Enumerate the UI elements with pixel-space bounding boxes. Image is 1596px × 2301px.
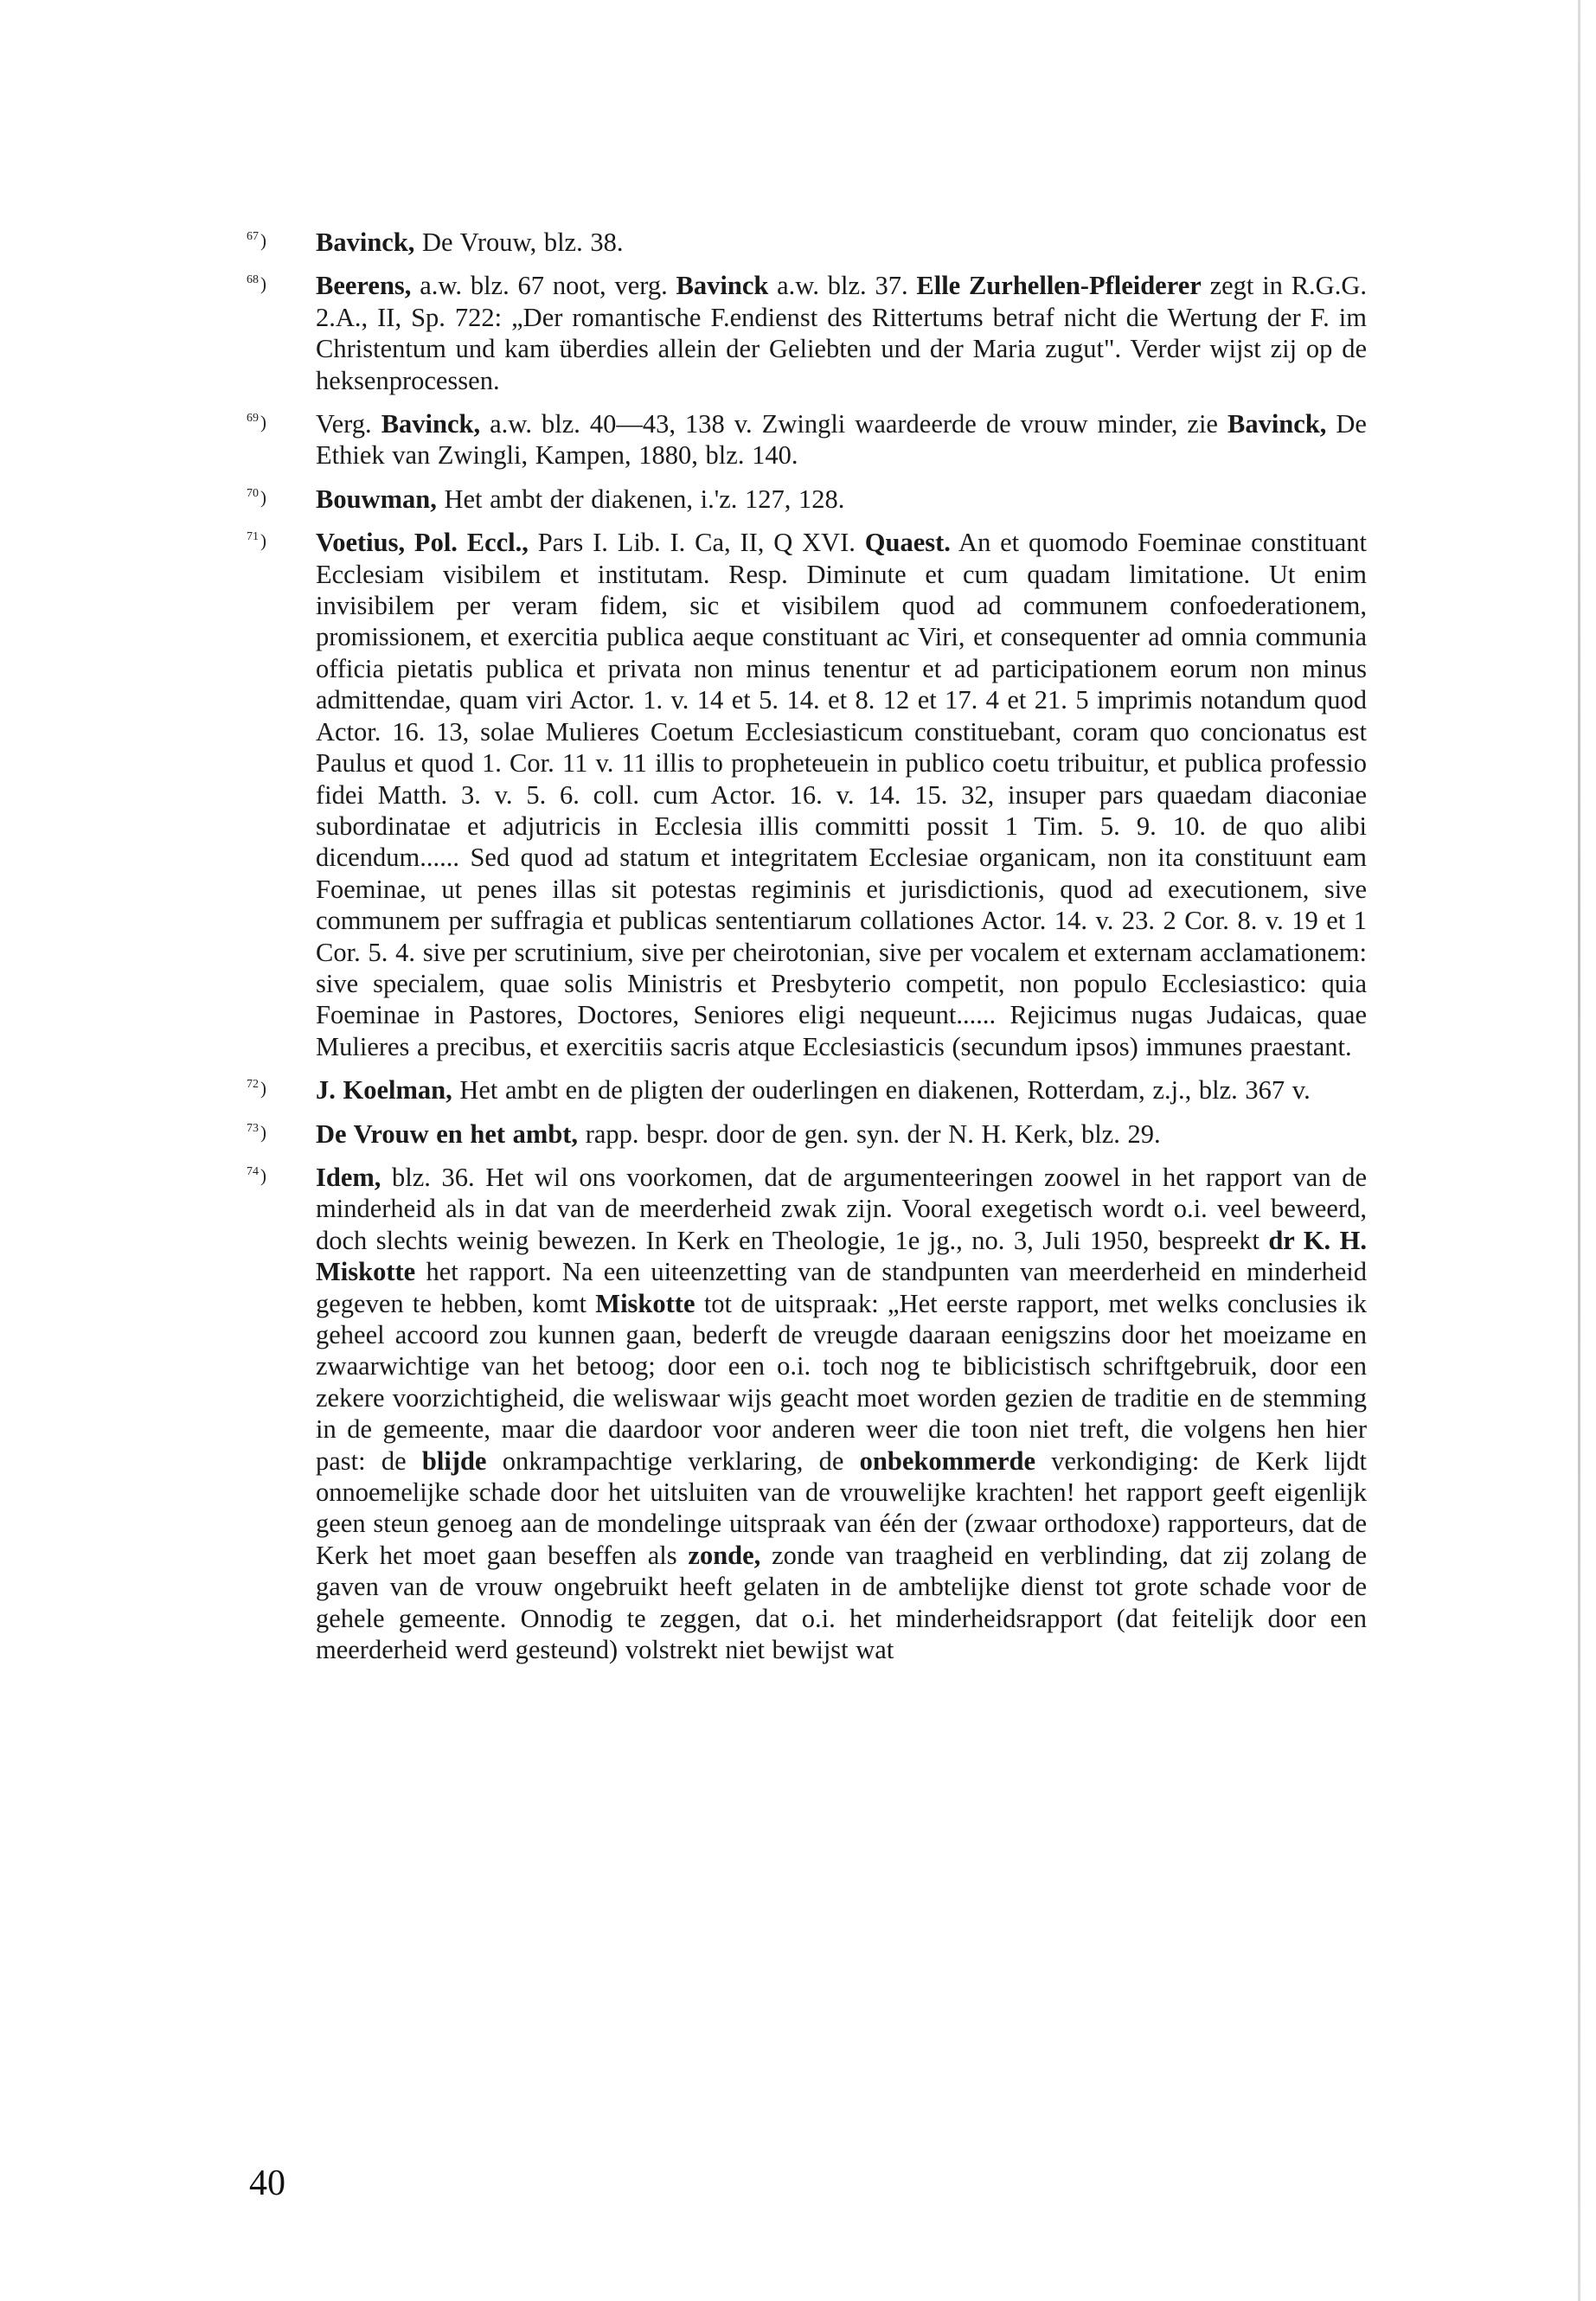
footnote-text-run: a.w. blz. 67 noot, verg. <box>411 271 676 301</box>
footnote-text-run: An et quomodo Foeminae constituant Ecclesiam visibilem et institutam. Resp. Diminute et cum quadam limitatione. Ut enim invisibilem per veram fidem, sic et visibilem quod ad communem confoederationem, promissionem, et exercitia publica aeque constituant ac Viri, et consequenter ad omnia communia officia pietatis publica et privata non minus tenentur et ad participationem eorum non minus admittendae, quam viri Actor. 1. v. 14 et 5. 14. et 8. 12 et 17. 4 et 21. 5 imprimis notandum quod Actor. 16. 13, solae Mulieres Coetum Ecclesiasticum constituebant, coram quo concionatus est Paulus et quod 1. Cor. 11 v. 11 illis to propheteuein in publico coetu tribuitur, et publica professio fidei Matth. 3. v. 5. 6. coll. cum Actor. 16. v. 14. 15. 32, insuper pars quaedam diaconiae subordinatae et adjutricis in Ecclesia illis committi possit 1 Tim. 5. 9. 10. de quo alibi dicendum...... Sed quod ad statum et integritatem Ecclesiae organicam, non ita constituunt eam Foeminae, ut penes illas sit potestas regiminis et jurisdictionis, quod ad executionem, sive communem per suffragia et publicas sententiarum collationes Actor. 14. v. 23. 2 Cor. 8. v. 19 et 1 Cor. 5. 4. sive per scrutinium, sive per cheirotonian, sive per vocalem et externam acclamationem: sive specialem, quae solis Ministris et Presbyterio competit, non populo Ecclesiastico: quia Foeminae in Pastores, Doctores, Seniores eligi nequeunt...... Rejicimus nugas Judaicas, quae Mulieres a precibus, et exercitiis sacris atque Ecclesiasticis (secundum ipsos) immunes praestant. <box>316 528 1367 1061</box>
footnote-bold-run: Elle Zurhellen-Pfleiderer <box>916 271 1202 301</box>
footnote-text-run: Pars I. Lib. I. Ca, II, Q XVI. <box>528 528 865 558</box>
footnote-number-label: 74 <box>247 1164 259 1178</box>
footnote-bold-run: De Vrouw en het ambt, <box>316 1118 579 1149</box>
footnote-text-run: blz. 36. Het wil ons voorkomen, dat de argumenteeringen zoowel in het rapport van de minderheid als in dat van de meerderheid zwak zijn. Vooral exegetisch wordt o.i. veel beweerd, doch slechts weinig bewezen. In Kerk en Theologie, 1e jg., no. 3, Juli 1950, bespreekt <box>316 1162 1367 1255</box>
footnote-text <box>316 1118 1367 1150</box>
footnote-number-label: 70 <box>247 486 259 500</box>
footnote-number: $^{69}$) <box>247 412 266 433</box>
footnote-70 <box>247 484 1367 515</box>
footnote-text-run: Het ambt en de pligten der ouderlingen en diakenen, Rotterdam, z.j., blz. 367 v. <box>452 1075 1311 1106</box>
footnote-number: $^{70}$) <box>247 486 266 508</box>
footnote-bold-run: Bouwman, <box>316 484 437 514</box>
footnotes-list <box>247 227 1367 1677</box>
footnote-number-label: 69 <box>247 412 259 426</box>
footnote-number: $^{72}$) <box>247 1078 266 1099</box>
footnote-bold-run: onbekommerde <box>859 1445 1035 1476</box>
footnote-text-run: a.w. blz. 40—43, 138 v. Zwingli waardeerde de vrouw minder, zie <box>480 409 1227 439</box>
footnote-bold-run: blijde <box>421 1445 487 1476</box>
footnote-number-label: 67 <box>247 230 259 243</box>
footnote-bold-run: J. Koelman, <box>316 1075 452 1106</box>
footnote-number: $^{73}$) <box>247 1121 266 1143</box>
footnote-67 <box>247 227 1367 258</box>
footnote-number-label: 68 <box>247 273 259 287</box>
footnote-text <box>316 227 1367 258</box>
footnote-text-run: De Vrouw, blz. 38. <box>414 228 624 257</box>
footnote-bold-run: dr K. H. Miskotte <box>316 1225 1367 1287</box>
footnote-72 <box>247 1074 1367 1106</box>
footnote-text-run: a.w. blz. 37. <box>768 271 917 301</box>
footnote-text-run: onkrampachtige verklaring, de <box>486 1445 860 1476</box>
footnote-bold-run: Beerens, <box>316 271 412 301</box>
footnote-bold-run: Bavinck, <box>1227 409 1327 439</box>
footnote-68 <box>247 270 1367 396</box>
page-number: 40 <box>249 2163 285 2203</box>
footnote-number-label: 71 <box>247 530 259 544</box>
footnote-bold-run: Miskotte <box>595 1288 695 1318</box>
footnote-number: $^{67}$) <box>247 230 266 251</box>
footnote-73 <box>247 1118 1367 1150</box>
footnote-text <box>316 484 1367 515</box>
footnote-text-run: verkondiging: de Kerk lijdt onnoemelijke schade door het uitsluiten van de vrouwelijke krachten! het rapport geeft eigenlijk geen steun genoeg aan de mondelinge uitspraak van één der (zwaar orthodoxe) rapporteurs, dat de Kerk het moet gaan beseffen als <box>316 1445 1367 1570</box>
footnote-text <box>316 527 1367 1062</box>
footnote-bold-run: Idem, <box>316 1162 381 1192</box>
footnote-bold-run: Bavinck, <box>381 409 481 439</box>
footnote-text-run: tot de uitspraak: „Het eerste rapport, met welks conclusies ik geheel accoord zou kunnen gaan, bederft de vreugde daaraan eenigszins door het moeizame en zwaarwichtige van het betoog; door een o.i. toch nog te biblicistisch schriftgebruik, door een zekere voorzichtigheid, die weliswaar wijs geacht moet worden gezien de traditie en de stemming in de gemeente, maar die daardoor voor anderen weer die toon niet treft, die volgens hen hier past: de <box>316 1288 1367 1476</box>
footnote-text-run: Het ambt der diakenen, i.'z. 127, 128. <box>436 484 845 514</box>
footnote-71 <box>247 527 1367 1062</box>
footnote-text-run: De Ethiek van Zwingli, Kampen, 1880, blz. 140. <box>316 409 1367 471</box>
footnote-text-run: het rapport. Na een uiteenzetting van de standpunten van meerderheid en minderheid gegeven te hebben, komt <box>316 1257 1367 1318</box>
footnote-number-label: 73 <box>247 1121 259 1135</box>
footnote-text <box>316 270 1367 396</box>
footnote-69 <box>247 408 1367 471</box>
footnote-number: $^{68}$) <box>247 273 266 295</box>
footnote-number: $^{74}$) <box>247 1164 266 1186</box>
footnote-bold-run: Bavinck <box>676 271 769 301</box>
footnote-text-run: zegt in R.G.G. 2.A., II, Sp. 722: „Der romantische F.endienst des Rittertums betraf nicht die Wertung der F. im Christentum und kam überdies allein der Geliebten und der Maria zugut". Verder wijst zij op de heksenprocessen. <box>316 271 1367 395</box>
footnote-number: $^{71}$) <box>247 530 266 552</box>
footnote-text-run: zonde van traagheid en verblinding, dat zij zolang de gaven van de vrouw ongebruikt heeft gelaten in de ambtelijke dienst tot grote schade voor de gehele gemeente. Onnodig te zeggen, dat o.i. het minderheidsrapport (dat feitelijk door een meerderheid werd gesteund) volstrekt niet bewijst wat <box>316 1540 1367 1665</box>
footnote-bold-run: Quaest. <box>864 528 951 558</box>
footnote-bold-run: Bavinck, <box>316 228 415 257</box>
footnote-number-label: 72 <box>247 1078 259 1092</box>
footnote-text <box>316 408 1367 471</box>
page-edge-shadow <box>1578 0 1580 2301</box>
footnote-text <box>316 1162 1367 1666</box>
footnote-bold-run: Voetius, Pol. Eccl., <box>316 528 529 558</box>
footnote-text-run: rapp. bespr. door de gen. syn. der N. H. Kerk, blz. 29. <box>578 1118 1161 1149</box>
footnote-text <box>316 1074 1367 1106</box>
footnote-bold-run: zonde, <box>688 1540 761 1570</box>
footnote-text-run: Verg. <box>316 409 381 439</box>
footnote-74 <box>247 1162 1367 1666</box>
